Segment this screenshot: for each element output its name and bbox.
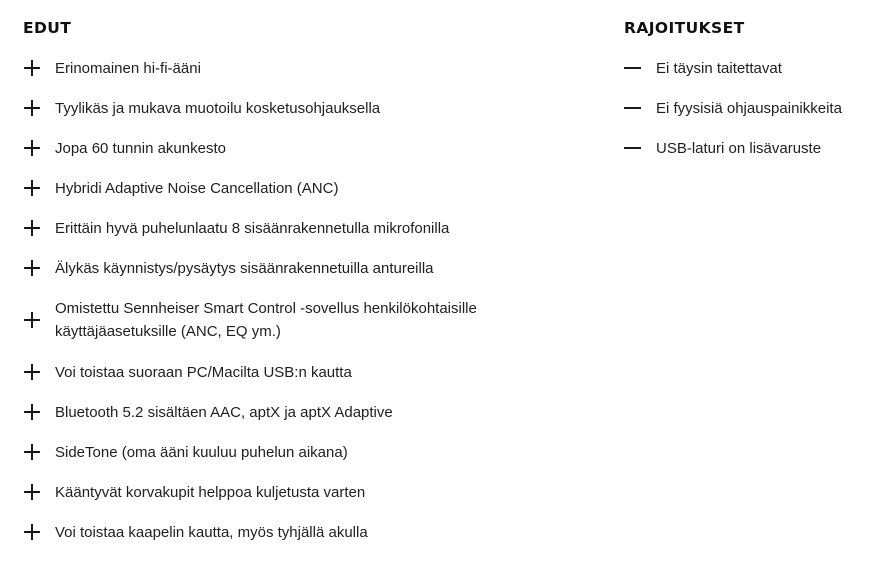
plus-icon [23,310,55,330]
plus-icon [23,218,55,238]
list-item [23,288,583,352]
list-item [23,352,583,392]
cons-list [624,48,874,168]
plus-icon [23,522,55,542]
list-item [624,48,874,88]
list-item-text: Kääntyvät korvakupit helppoa kuljetusta varten [55,483,366,501]
plus-icon [23,178,55,198]
list-item [23,88,583,128]
list-item-text: Voi toistaa kaapelin kautta, myös tyhjällä akulla [55,523,368,541]
plus-icon [23,482,55,502]
plus-icon [23,442,55,462]
list-item-text: Ei fyysisiä ohjauspainikkeita [656,99,842,117]
list-item-text: SideTone (oma ääni kuuluu puhelun aikana) [55,443,348,461]
pros-column [23,0,583,552]
list-item [23,512,583,552]
list-item [23,168,583,208]
list-item-text: Voi toistaa suoraan PC/Macilta USB:n kautta [55,363,352,381]
plus-icon [23,58,55,78]
list-item-text: Erittäin hyvä puhelunlaatu 8 sisäänrakennetulla mikrofonilla [55,219,450,237]
list-item [23,48,583,88]
list-item [23,432,583,472]
plus-icon [23,258,55,278]
minus-icon [624,58,656,78]
list-item-text: Älykäs käynnistys/pysäytys sisäänrakennetuilla antureilla [55,259,434,277]
list-item [23,472,583,512]
cons-column [624,0,874,168]
cons-heading: RAJOITUKSET [624,19,745,37]
minus-icon [624,98,656,118]
list-item-text: Erinomainen hi-fi-ääni [55,59,201,77]
list-item [23,392,583,432]
list-item-text: USB-laturi on lisävaruste [656,139,822,157]
list-item-text: Jopa 60 tunnin akunkesto [55,139,226,157]
list-item [624,128,874,168]
list-item [624,88,874,128]
plus-icon [23,98,55,118]
pros-heading: EDUT [23,19,72,37]
plus-icon [23,402,55,422]
list-item-text: Omistettu Sennheiser Smart Control -sovellus henkilökohtaisille käyttäjäasetuksille (ANC, EQ ym.) [55,300,477,340]
minus-icon [624,138,656,158]
plus-icon [23,138,55,158]
list-item [23,208,583,248]
plus-icon [23,362,55,382]
pros-list [23,48,583,552]
list-item-text: Tyylikäs ja mukava muotoilu kosketusohjauksella [55,99,381,117]
list-item-text: Hybridi Adaptive Noise Cancellation (ANC) [55,179,339,197]
list-item-text: Bluetooth 5.2 sisältäen AAC, aptX ja aptX Adaptive [55,403,393,421]
list-item [23,248,583,288]
list-item-text: Ei täysin taitettavat [656,59,782,77]
list-item [23,128,583,168]
